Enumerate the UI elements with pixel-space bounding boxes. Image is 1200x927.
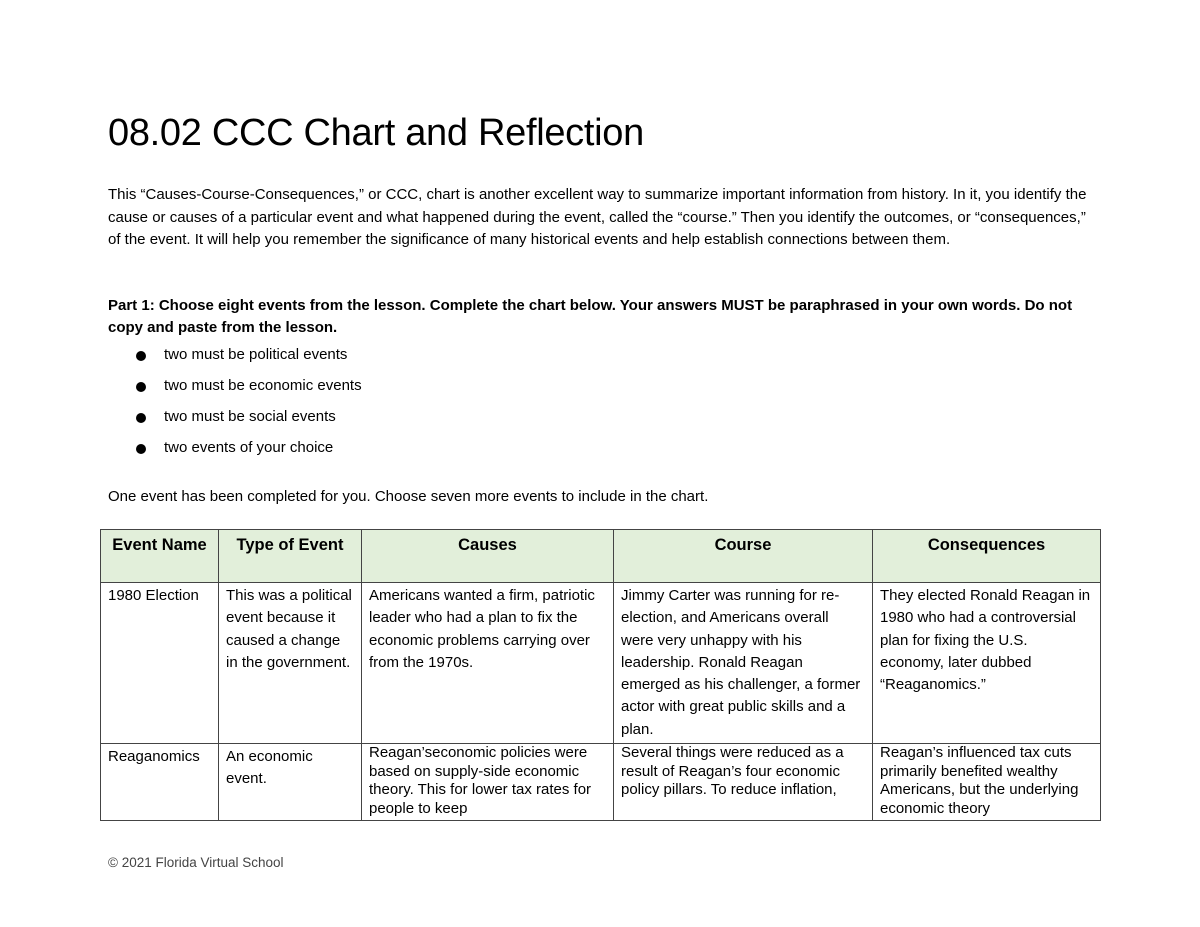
cell-type[interactable]: This was a political event because it caused a change in the government.: [219, 583, 362, 744]
header-event-name: Event Name: [101, 530, 219, 583]
bullet-icon: [136, 382, 146, 392]
requirement-text: two must be political events: [164, 346, 348, 363]
header-type-of-event: Type of Event: [219, 530, 362, 583]
table-row: [101, 744, 1101, 821]
cell-type[interactable]: An economic event.: [219, 744, 362, 821]
cell-event[interactable]: 1980 Election: [101, 583, 219, 744]
header-causes: Causes: [362, 530, 614, 583]
requirement-text: two events of your choice: [164, 439, 334, 456]
ccc-chart-table: [100, 529, 1101, 821]
table-row: [101, 583, 1101, 744]
requirements-list: [136, 344, 362, 468]
chart-note: One event has been completed for you. Choose seven more events to include in the chart.: [108, 488, 709, 505]
bullet-icon: [136, 351, 146, 361]
part1-instructions: Part 1: Choose eight events from the lesson. Complete the chart below. Your answers MUST be paraphrased in your own words. Do not copy and paste from the lesson.: [108, 297, 1073, 336]
list-item: [136, 437, 362, 468]
cell-course[interactable]: Several things were reduced as a result of Reagan’s four economic policy pillars. To reduce inflation,: [614, 744, 873, 821]
cell-event[interactable]: Reaganomics: [101, 744, 219, 821]
bullet-icon: [136, 444, 146, 454]
header-consequences: Consequences: [873, 530, 1101, 583]
cell-causes[interactable]: Americans wanted a firm, patriotic leader who had a plan to fix the economic problems carrying over from the 1970s.: [362, 583, 614, 744]
cell-consequences[interactable]: They elected Ronald Reagan in 1980 who had a controversial plan for fixing the U.S. economy, later dubbed “Reaganomics.”: [873, 583, 1101, 744]
bullet-icon: [136, 413, 146, 423]
list-item: [136, 344, 362, 375]
requirement-text: two must be social events: [164, 408, 336, 425]
copyright-footer: © 2021 Florida Virtual School: [108, 855, 284, 870]
list-item: [136, 375, 362, 406]
requirement-text: two must be economic events: [164, 377, 362, 394]
table-header-row: [101, 530, 1101, 583]
cell-causes[interactable]: Reagan’seconomic policies were based on supply-side economic theory. This for lower tax rates for people to keep: [362, 744, 614, 821]
header-course: Course: [614, 530, 873, 583]
cell-course[interactable]: Jimmy Carter was running for re-election, and Americans overall were very unhappy with his leadership. Ronald Reagan emerged as his challenger, a former actor with great public skills and a plan.: [614, 583, 873, 744]
cell-consequences[interactable]: Reagan’s influenced tax cuts primarily benefited wealthy Americans, but the underlying economic theory: [873, 744, 1101, 821]
intro-paragraph: This “Causes-Course-Consequences,” or CCC, chart is another excellent way to summarize important information from history. In it, you identify the cause or causes of a particular event and what happened during the event, called the “course.” Then you identify the outcomes, or “consequences,” of the event. It will help you remember the significance of many historical events and help establish connections between them.: [108, 186, 1087, 248]
page-title: 08.02 CCC Chart and Reflection: [108, 112, 644, 154]
list-item: [136, 406, 362, 437]
